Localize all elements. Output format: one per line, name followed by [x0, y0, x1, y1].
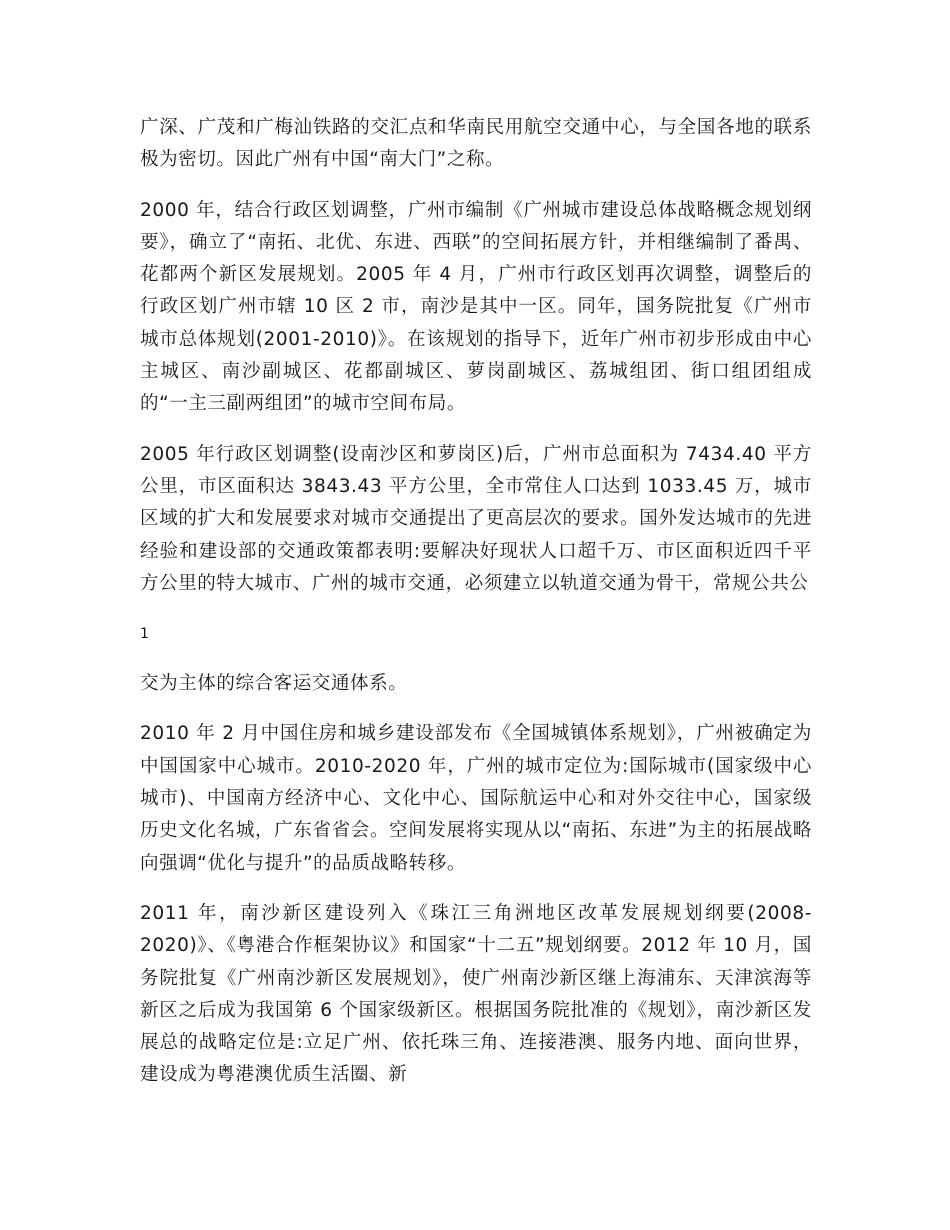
paragraph-2005-area: 2005 年行政区划调整(设南沙区和萝岗区)后，广州市总面积为 7434.40 平方公里，市区面积达 3843.43 平方公里，全市常住人口达到 1033.45 万，城市区域的扩大和发展要求对城市交通提出了更高层次的要求。国外发达城市的先进经验和建设部的交通政策都表明:要解决好现状人口超千万、市区面积近四千平方公里的特大城市、广州的城市交通，必须建立以轨道交通为骨干，常规公共公 [140, 443, 812, 594]
paragraph-2010-national-center: 2010 年 2 月中国住房和城乡建设部发布《全国城镇体系规划》，广州被确定为中国国家中心城市。2010-2020 年，广州的城市定位为:国际城市(国家级中心城市)、中国南方经济中心、文化中心、国际航运中心和对外交往中心，国家级历史文化名城，广东省省会。空间发展将实现从以“南拓、东进”为主的拓展战略向强调“优化与提升”的品质战略转移。 [140, 723, 812, 874]
page-number: 1 [140, 626, 150, 643]
document-page [140, 112, 812, 1110]
paragraph-rail-hub: 广深、广茂和广梅汕铁路的交汇点和华南民用航空交通中心，与全国各地的联系极为密切。因此广州有中国“南大门”之称。 [140, 117, 812, 171]
paragraph-transit-system: 交为主体的综合客运交通体系。 [140, 673, 408, 695]
paragraph-2000-planning: 2000 年，结合行政区划调整，广州市编制《广州城市建设总体战略概念规划纲要》，确立了“南拓、北优、东进、西联”的空间拓展方针，并相继编制了番禺、花都两个新区发展规划。2005 年 4 月，广州市行政区划再次调整，调整后的行政区划广州市辖 10 区 2 市，南沙是其中一区。同年，国务院批复《广州市城市总体规划(2001-2010)》。在该规划的指导下，近年广州市初步形成由中心主城区、南沙副城区、花都副城区、萝岗副城区、荔城组团、街口组团组成的“一主三副两组团”的城市空间布局。 [140, 199, 812, 415]
paragraph-2011-nansha: 2011 年，南沙新区建设列入《珠江三角洲地区改革发展规划纲要(2008-2020)》、《粤港合作框架协议》和国家“十二五”规划纲要。2012 年 10 月，国务院批复《广州南沙新区发展规划》，使广州南沙新区继上海浦东、天津滨海等新区之后成为我国第 6 个国家级新区。根据国务院批准的《规划》，南沙新区发展总的战略定位是:立足广州、依托珠三角、连接港澳、服务内地、面向世界，建设成为粤港澳优质生活圈、新 [140, 902, 812, 1086]
